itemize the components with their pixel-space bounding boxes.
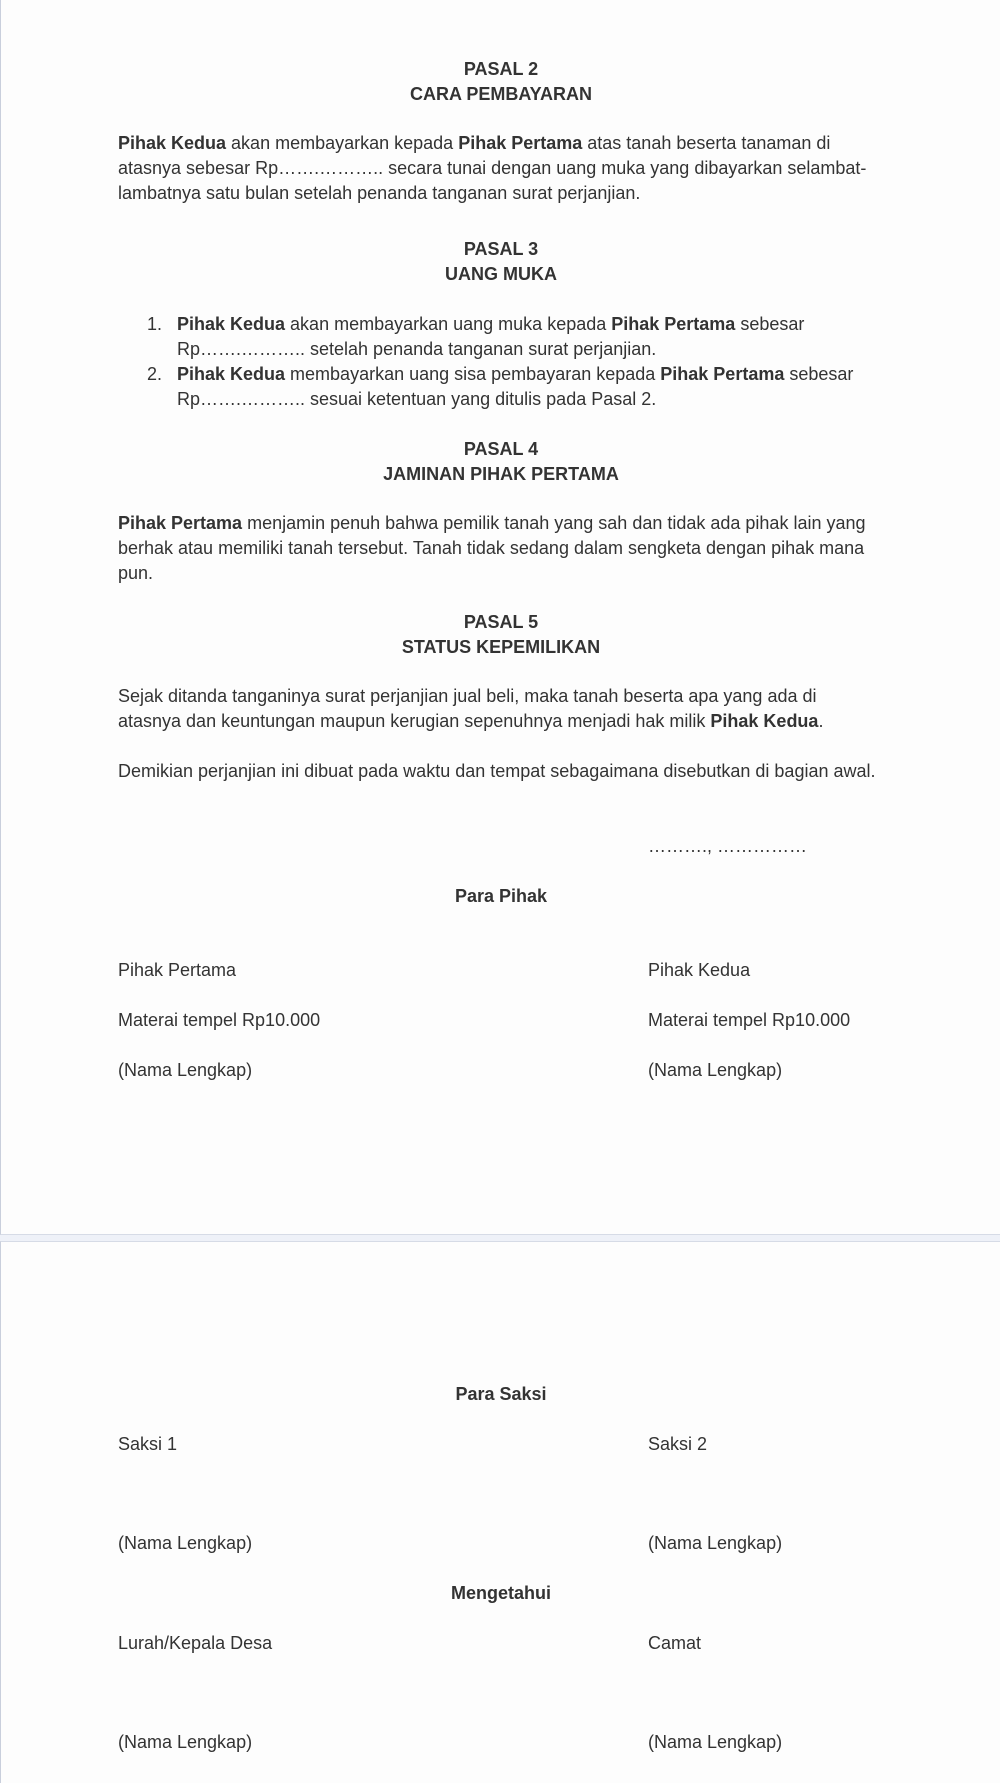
paragraph-text: sebesar Rp…….……….. sesuai ketentuan yang ditulis pada Pasal 2. xyxy=(177,364,854,409)
pihak-pertama-label: Pihak Pertama xyxy=(118,960,237,980)
signatory-name: (Nama Lengkap) xyxy=(118,1533,253,1553)
paragraph-text: sebesar Rp…….……….. setelah penanda tanganan surat perjanjian. xyxy=(177,314,805,359)
para-pihak-heading: Para Pihak xyxy=(454,886,548,906)
stamp-duty-label: Materai tempel Rp10.000 xyxy=(118,1010,321,1030)
list-number: 2. xyxy=(147,364,163,384)
pasal-3-number: PASAL 3 xyxy=(463,239,539,259)
pasal-4-paragraph xyxy=(118,511,878,586)
lurah-kepala-desa-label: Lurah/Kepala Desa xyxy=(118,1633,273,1653)
paragraph-text: akan membayarkan uang muka kepada xyxy=(285,314,612,334)
pihak-kedua-label: Pihak Kedua xyxy=(648,960,751,980)
stamp-duty-label: Materai tempel Rp10.000 xyxy=(648,1010,851,1030)
party-name-bold: Pihak Kedua xyxy=(177,314,286,334)
paragraph-text: menjamin penuh bahwa pemilik tanah yang sah dan tidak ada pihak lain yang berhak atau memiliki tanah tersebut. Tanah tidak sedang dalam sengketa dengan pihak mana pun. xyxy=(118,513,866,583)
pasal-5-title: STATUS KEPEMILIKAN xyxy=(401,637,601,657)
pasal-3-title: UANG MUKA xyxy=(445,264,557,284)
paragraph-text: akan membayarkan kepada xyxy=(226,133,459,153)
party-name-bold: Pihak Kedua xyxy=(177,364,286,384)
paragraph-text: membayarkan uang sisa pembayaran kepada xyxy=(285,364,661,384)
signatory-name: (Nama Lengkap) xyxy=(648,1533,783,1553)
para-saksi-heading: Para Saksi xyxy=(455,1384,547,1404)
party-name-bold: Pihak Pertama xyxy=(118,513,243,533)
pasal-4-title: JAMINAN PIHAK PERTAMA xyxy=(383,464,619,484)
place-date-blank: ………., …………… xyxy=(648,836,808,856)
list-item xyxy=(147,312,867,362)
document-page-2 xyxy=(0,1241,1000,1783)
list-item-text xyxy=(177,362,867,412)
saksi-2-label: Saksi 2 xyxy=(648,1434,708,1454)
party-name-bold: Pihak Kedua xyxy=(118,133,227,153)
saksi-1-label: Saksi 1 xyxy=(118,1434,178,1454)
pasal-2-number: PASAL 2 xyxy=(463,59,539,79)
party-name-bold: Pihak Pertama xyxy=(611,314,736,334)
pasal-5-number: PASAL 5 xyxy=(463,612,539,632)
signatory-name: (Nama Lengkap) xyxy=(648,1060,783,1080)
party-name-bold: Pihak Pertama xyxy=(660,364,785,384)
pasal-4-number: PASAL 4 xyxy=(463,439,539,459)
paragraph-text: . xyxy=(818,711,824,731)
signatory-name: (Nama Lengkap) xyxy=(648,1732,783,1752)
signatory-name: (Nama Lengkap) xyxy=(118,1732,253,1752)
closing-paragraph: Demikian perjanjian ini dibuat pada waktu dan tempat sebagaimana disebutkan di bagian awal. xyxy=(118,761,876,781)
pasal-5-paragraph xyxy=(118,684,878,734)
list-number: 1. xyxy=(147,314,163,334)
party-name-bold: Pihak Kedua xyxy=(710,711,819,731)
paragraph-text: atas tanah beserta tanaman di atasnya sebesar Rp…….……….. secara tunai dengan uang muka yang dibayarkan selambat-lambatnya satu bulan setelah penanda tanganan surat perjanjian. xyxy=(118,133,867,203)
list-item-text xyxy=(177,312,867,362)
pasal-2-paragraph xyxy=(118,131,878,206)
camat-label: Camat xyxy=(648,1633,702,1653)
paragraph-text: Sejak ditanda tanganinya surat perjanjian jual beli, maka tanah beserta apa yang ada di atasnya dan keuntungan maupun kerugian sepenuhnya menjadi hak milik xyxy=(118,686,817,731)
pasal-2-title: CARA PEMBAYARAN xyxy=(409,84,593,104)
signatory-name: (Nama Lengkap) xyxy=(118,1060,253,1080)
party-name-bold: Pihak Pertama xyxy=(458,133,583,153)
list-item xyxy=(147,362,867,412)
mengetahui-heading: Mengetahui xyxy=(450,1583,551,1603)
